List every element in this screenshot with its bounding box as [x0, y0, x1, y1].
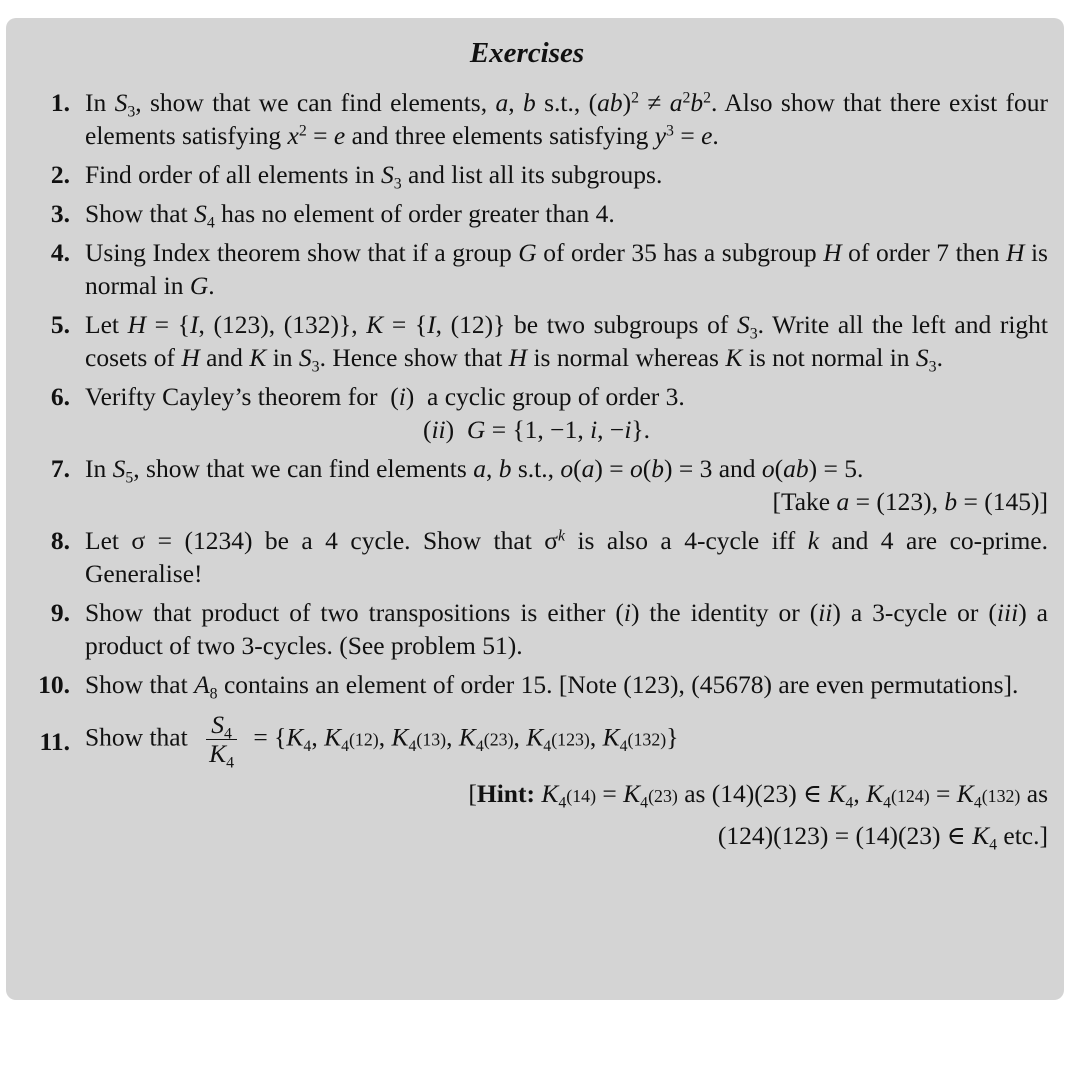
exercise-text: In $S_3$, show that we can find elements, a, b s.t., $(ab)^2 \ne a^2b^2$. Also show that there exist four elements satisfying $x^2 = e$ and three elements satisfying $y^3 = e$. [85, 88, 1049, 150]
exercise-text-part-ii: (ii) G = {1, −1, i, −i}. [422, 415, 651, 444]
exercise-number: 2. [50, 160, 70, 189]
exercise-number: 9. [50, 598, 70, 627]
exercise-text: Let σ = (1234) be a 4 cycle. Show that $\sigma^k$ is also a 4-cycle iff k and 4 are co-prime. Generalise! [85, 526, 1048, 588]
exercise-8 [6, 524, 1048, 590]
hint-line-1: [Hint: $K_4(14) = K_4(23)$ as (14)(23) ∈ $K_4$, $K_4(124) = K_4(132)$ as [468, 779, 1048, 812]
exercise-1 [6, 86, 1048, 152]
exercise-6 [6, 380, 1048, 446]
exercise-number: 3. [50, 199, 70, 228]
exercise-11-hint [6, 774, 1048, 856]
exercise-2 [6, 158, 1048, 191]
exercise-7 [6, 452, 1048, 518]
exercise-text: Let H = {I, (123), (132)}, K = {I, (12)} be two subgroups of $S_3$. Write all the left and right cosets of H and K in $S_3$. Hence show that H is normal whereas K is not normal in $S_3$. [85, 310, 1048, 376]
exercise-text: Show that $S_4$ has no element of order greater than 4. [85, 199, 615, 232]
exercise-number: 6. [50, 382, 70, 411]
exercise-text: Show that $A_8$ contains an element of order 15. [Note (123), (45678) are even permutations]. [85, 670, 1019, 703]
exercise-number: 10. [38, 670, 70, 699]
exercise-number: 1. [50, 88, 70, 117]
exercise-text: Find order of all elements in $S_3$ and list all its subgroups. [85, 160, 663, 193]
hint-line-2: (124)(123) = (14)(23) ∈ $K_4$ etc.] [717, 821, 1048, 854]
exercise-number: 4. [50, 238, 70, 267]
exercise-hint: [Take a = (123), b = (145)] [772, 487, 1048, 516]
exercise-10 [6, 668, 1048, 701]
quotient-fraction: $\frac{S_4}{K_4}$ [206, 711, 237, 768]
exercise-9 [6, 596, 1048, 662]
exercise-11 [6, 710, 1048, 772]
exercises-panel [6, 18, 1064, 1000]
page-title: Exercises [469, 37, 585, 69]
exercise-3 [6, 197, 1048, 230]
exercise-number: 7. [50, 454, 70, 483]
exercise-4 [6, 236, 1048, 302]
exercise-text: Show that $\frac{S_4}{K_4}$ = {$K_4$, $K_4(12)$, $K_4(13)$, $K_4(23)$, $K_4(123)$, $K_4(132)$} [85, 710, 679, 772]
exercise-number: 5. [50, 310, 70, 339]
exercise-text: Verifty Cayley’s theorem for (i) a cyclic group of order 3. [85, 382, 685, 411]
exercise-number: 11. [39, 727, 70, 756]
exercise-number: 8. [50, 526, 70, 555]
exercise-text: Using Index theorem show that if a group G of order 35 has a subgroup H of order 7 then H is normal in G. [85, 238, 1048, 300]
exercise-text: In $S_5$, show that we can find elements a, b s.t., o(a) = o(b) = 3 and o(ab) = 5. [85, 454, 864, 487]
exercise-text: Show that product of two transpositions is either (i) the identity or (ii) a 3-cycle or (iii) a product of two 3-cycles. (See problem 51). [85, 598, 1048, 660]
exercise-5 [6, 308, 1048, 374]
